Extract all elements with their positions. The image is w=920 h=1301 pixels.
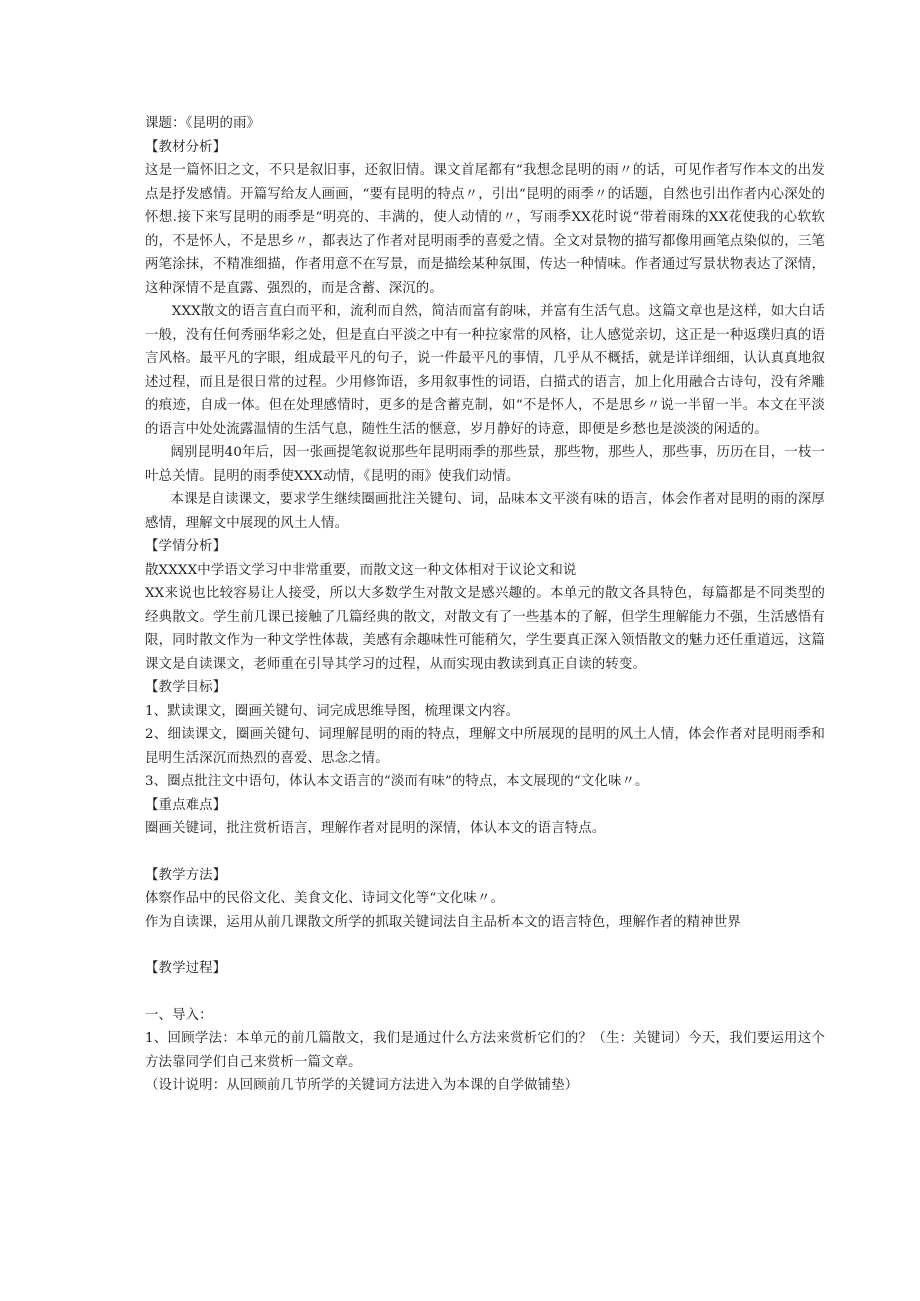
- key-points-text: 圈画关键词，批注赏析语言，理解作者对昆明的深情，体认本文的语言特点。: [145, 821, 606, 836]
- textbook-analysis-paragraph-2: XXX散文的语言直白而平和，流利而自然，简洁而富有韵味，并富有生活气息。这篇文章也是这样，如大白话一般，没有任何秀丽华彩之处，但是直白平淡之中有一种拉家常的风格，让人感觉亲切，这正是一种返璞归真的语言风格。最平凡的字眼，组成最平凡的句子，说一件最平凡的事情，几乎从不概括，就是详详细细，认认真真地叙述过程，而且是很日常的过程。少用修饰语，多用叙事性的词语，白描式的语言，加上化用融合古诗句，没有斧雕的痕迹，自成一体。但在处理感情时，更多的是含蓄克制，如“不是怀人，不是思乡〃说一半留一半。本文在平淡的语言中处处流露温情的生活气息，随性生活的惬意，岁月静好的诗意，即便是乡愁也是淡淡的闲适的。: [145, 304, 825, 437]
- textbook-analysis-paragraph-4: 本课是自读课文，要求学生继续圈画批注关键句、词，品味本文平淡有味的语言，体会作者对昆明的雨的深厚感情，理解文中展现的风土人情。: [145, 492, 825, 531]
- teaching-method-line-2: 作为自读课，运用从前几课散文所学的抓取关键词法自主品析本文的语言特色，理解作者的精神世界: [145, 914, 741, 930]
- learner-analysis-line-1: 散XXXX中学语文学习中非常重要，而散文这一种文体相对于议论文和说: [145, 562, 577, 578]
- teaching-goal-3: 3、圈点批注文中语句，体认本文语言的“淡而有味”的特点，本文展现的“文化味〃。: [145, 774, 649, 789]
- spacer: [145, 934, 825, 957]
- textbook-analysis-paragraph-1: 这是一篇怀旧之文，不只是叙旧事，还叙旧情。课文首尾都有“我想念昆明的雨〃的话，可见作者写作本文的出发点是抒发感情。开篇写给友人画画，“要有昆明的特点〃，引出“昆明的雨季〃的话题，自然也引出作者内心深处的怀想.接下来写昆明的雨季是“明亮的、丰满的，使人动情的〃，写雨季XX花时说“带着雨珠的XX花使我的心软软的，不是怀人，不是思乡〃，都表达了作者对昆明雨季的喜爱之情。全文对景物的描写都像用画笔点染似的，三笔两笔涂抹，不精准细描，作者用意不在写景，而是描绘某种氛围，传达一种情味。作者通过写景状物表达了深情，这种深情不是直露、强烈的，而是含蓄、深沉的。: [145, 163, 825, 296]
- key-points-heading: 【重点难点】: [145, 797, 227, 813]
- teaching-goal-2: 2、细读课文，圈画关键句、词理解昆明的雨的特点，理解文中所展现的昆明的风土人情，体会作者对昆明雨季和昆明生活深沉而热烈的喜爱、思念之情。: [145, 727, 825, 766]
- teaching-method-heading: 【教学方法】: [145, 867, 227, 883]
- spacer: [145, 981, 825, 1004]
- lesson-title: 课题：《昆明的雨》: [145, 116, 261, 131]
- spacer: [145, 841, 825, 864]
- learner-analysis-heading: 【学情分析】: [145, 539, 227, 554]
- teaching-goal-1: 1、默读课文，圈画关键句、词完成思维导图，梳理课文内容。: [145, 703, 520, 719]
- teaching-method-line-1: 体察作品中的民俗文化、美食文化、诗词文化等“文化味〃。: [145, 891, 505, 906]
- textbook-analysis-paragraph-3: 阔别昆明40年后，因一张画提笔叙说那些年昆明雨季的那些景，那些物，那些人，那些事，历历在目，一枝一叶总关情。昆明的雨季使XXX动情，《昆明的雨》使我们动情。: [145, 445, 825, 484]
- teaching-process-heading: 【教学过程】: [145, 961, 227, 976]
- document-page: [145, 112, 825, 1098]
- textbook-analysis-heading: 【教材分析】: [145, 139, 227, 155]
- teaching-goals-heading: 【教学目标】: [145, 680, 227, 695]
- learner-analysis-paragraph: XX来说也比较容易让人接受，所以大多数学生对散文是感兴趣的。本单元的散文各具特色，每篇都是不同类型的经典散文。学生前几课已接触了几篇经典的散文，对散文有了一些基本的了解，但学生理解能力不强，生活感悟有限，同时散文作为一种文学性体裁，美感有余趣味性可能稍欠，学生要真正深入领悟散文的魅力还任重道远，这篇课文是自读课文，老师重在引导其学习的过程，从而实现由教读到真正自读的转变。: [145, 586, 825, 672]
- introduction-paragraph: 1、回顾学法：本单元的前几篇散文，我们是通过什么方法来赏析它们的？（生：关键词）今天，我们要运用这个方法靠同学们自己来赏析一篇文章。: [145, 1031, 825, 1070]
- introduction-heading: 一、导入：: [145, 1007, 213, 1023]
- design-note: （设计说明：从回顾前几节所学的关键词方法进入为本课的自学做铺垫）: [145, 1078, 579, 1093]
